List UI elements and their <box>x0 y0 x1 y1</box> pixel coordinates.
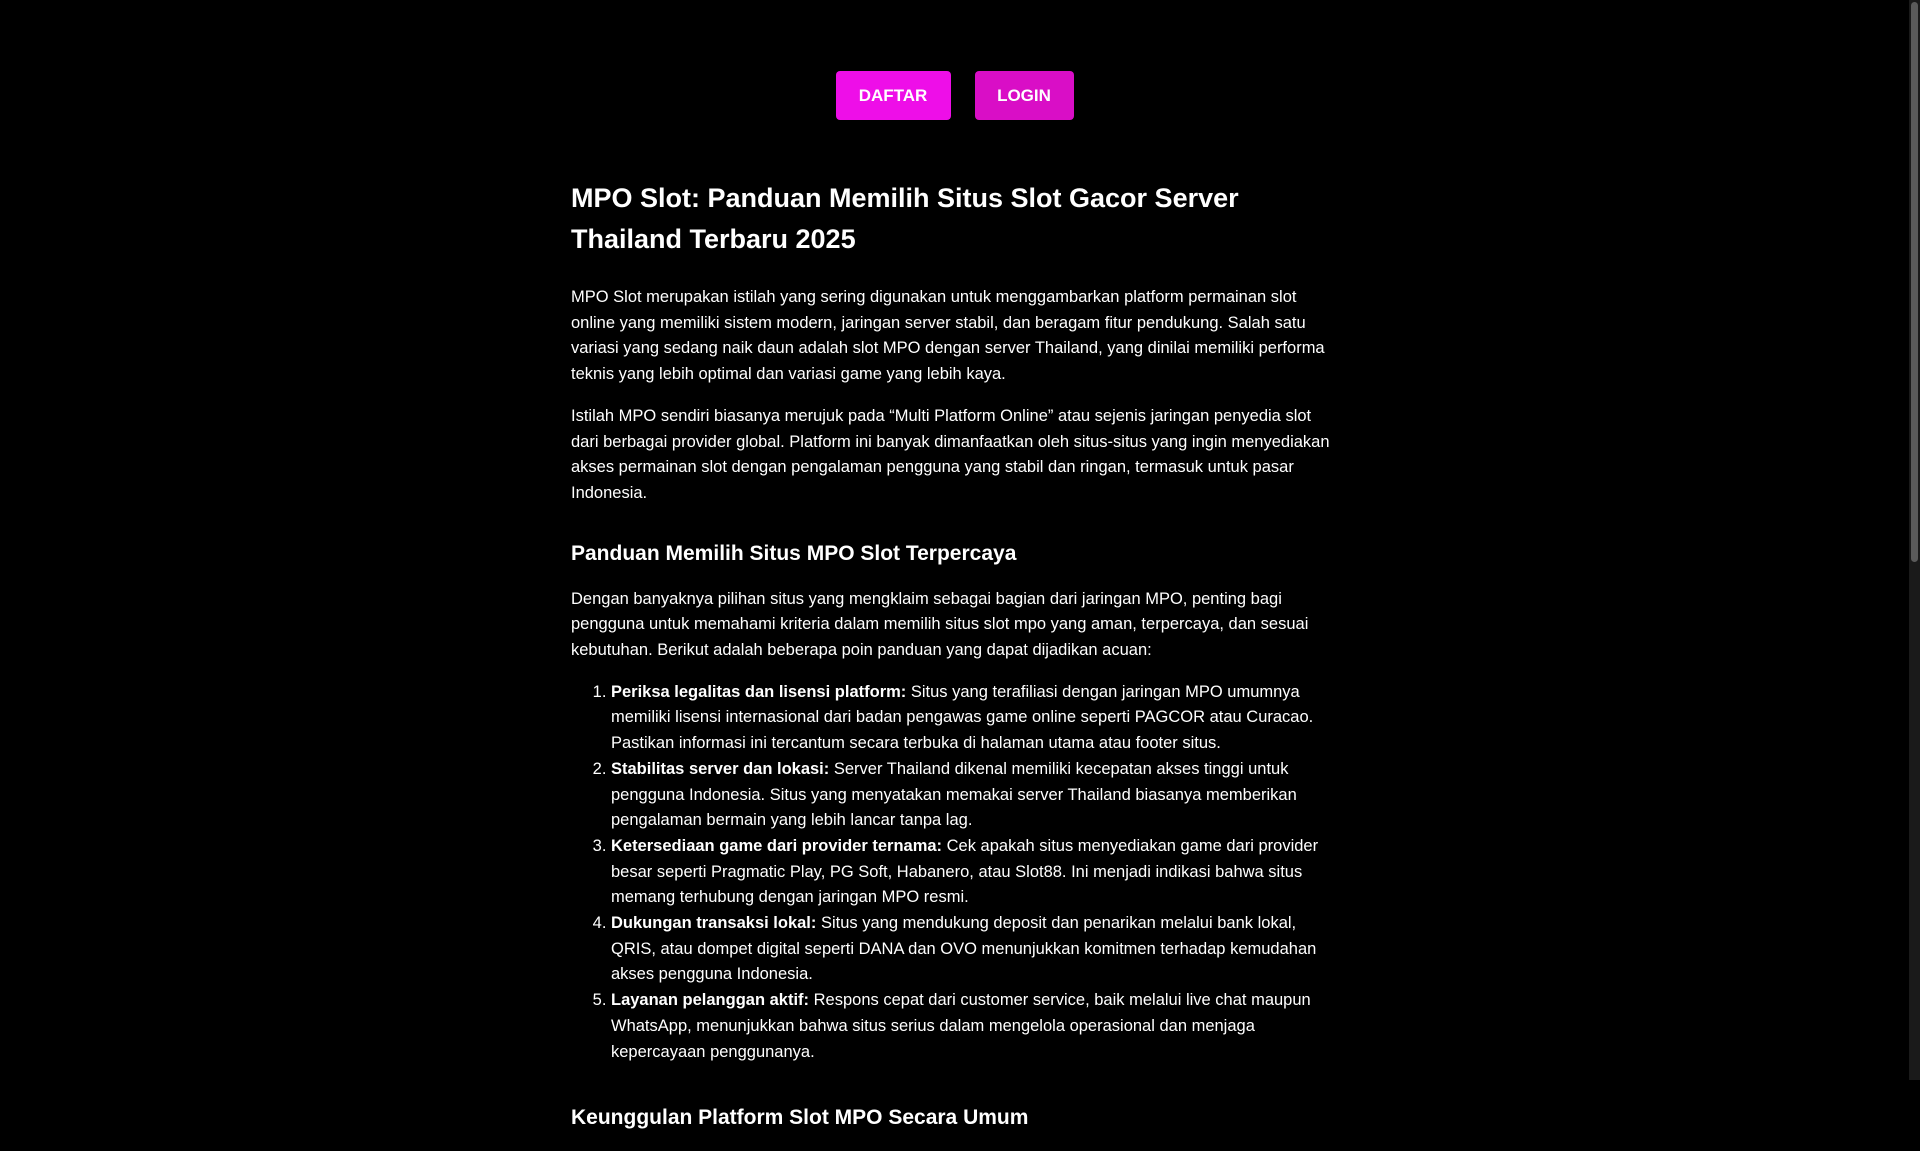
article <box>571 178 1341 1151</box>
section-heading-panduan: Panduan Memilih Situs MPO Slot Terpercaya <box>571 541 1017 565</box>
list-item <box>611 988 1341 1065</box>
list-item-title: Periksa legalitas dan lisensi platform: <box>611 682 907 701</box>
daftar-button[interactable]: DAFTAR <box>836 71 951 120</box>
top-nav <box>0 71 1909 120</box>
list-item-title: Stabilitas server dan lokasi: <box>611 759 830 778</box>
list-item-title: Dukungan transaksi lokal: <box>611 914 817 933</box>
list-item-text: Situs yang terafiliasi dengan jaringan MPO umumnya memiliki lisensi internasional dari badan pengawas game online seperti PAGCOR atau Curacao. Pastikan informasi ini tercantum secara terbuka di halaman utama atau footer situs. <box>611 682 1314 753</box>
vertical-scrollbar[interactable] <box>1909 0 1920 1080</box>
intro-paragraph: MPO Slot merupakan istilah yang sering digunakan untuk menggambarkan platform permainan slot online yang memiliki sistem modern, jaringan server stabil, dan beragam fitur pendukung. Salah satu variasi yang sedang naik daun adalah slot MPO dengan server Thailand, yang dinilai memiliki performa teknis yang lebih optimal dan variasi game yang lebih kaya. <box>571 288 1325 384</box>
list-item-text: Cek apakah situs menyediakan game dari provider besar seperti Pragmatic Play, PG Soft, Habanero, atau Slot88. Ini menjadi indikasi bahwa situs memang terhubung dengan jaringan MPO resmi. <box>611 836 1319 907</box>
list-item-text: Situs yang mendukung deposit dan penarikan melalui bank lokal, QRIS, atau dompet digital seperti DANA dan OVO menunjukkan komitmen terhadap kemudahan akses pengguna Indonesia. <box>611 914 1317 984</box>
section-paragraph: Dengan banyaknya pilihan situs yang mengklaim sebagai bagian dari jaringan MPO, penting bagi pengguna untuk memahami kriteria dalam memilih situs slot mpo yang aman, terpercaya, dan sesuai kebutuhan. Berikut adalah beberapa poin panduan yang dapat dijadikan acuan: <box>571 589 1309 660</box>
article-title: MPO Slot: Panduan Memilih Situs Slot Gacor Server Thailand Terbaru 2025 <box>571 183 1239 254</box>
list-item <box>611 834 1341 911</box>
list-item <box>611 911 1341 988</box>
guide-list <box>571 680 1341 1066</box>
login-button[interactable]: LOGIN <box>975 71 1074 120</box>
list-item-title: Ketersediaan game dari provider ternama: <box>611 836 943 855</box>
section-heading-keunggulan: Keunggulan Platform Slot MPO Secara Umum <box>571 1106 1029 1130</box>
list-item-title: Layanan pelanggan aktif: <box>611 991 810 1010</box>
list-item-text: Respons cepat dari customer service, baik melalui live chat maupun WhatsApp, menunjukkan bahwa situs serius dalam mengelola operasional dan menjaga kepercayaan penggunanya. <box>611 991 1311 1061</box>
list-item <box>611 680 1341 757</box>
intro-paragraph: Istilah MPO sendiri biasanya merujuk pada “Multi Platform Online” atau sejenis jaringan penyedia slot dari berbagai provider global. Platform ini banyak dimanfaatkan oleh situs-situs yang ingin menyediakan akses permainan slot dengan pengalaman pengguna yang stabil dan ringan, termasuk untuk pasar Indonesia. <box>571 406 1330 502</box>
scrollbar-thumb[interactable] <box>1911 2 1918 562</box>
list-item <box>611 757 1341 834</box>
list-item-text: Server Thailand dikenal memiliki kecepatan akses tinggi untuk pengguna Indonesia. Situs yang menyatakan memakai server Thailand biasanya memberikan pengalaman bermain yang lebih lancar tanpa lag. <box>611 759 1297 830</box>
